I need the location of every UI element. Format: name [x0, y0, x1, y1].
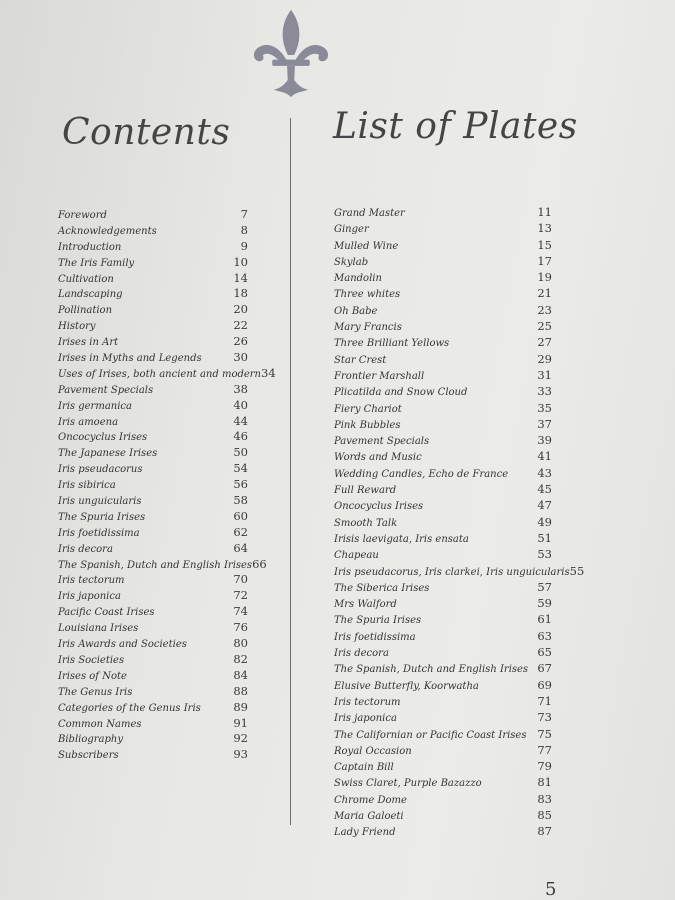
contents-entry: [58, 620, 248, 636]
plate-entry-title: Iris tectorum: [334, 696, 401, 708]
contents-entry-title: Pavement Specials: [58, 384, 154, 396]
contents-entry: [58, 652, 248, 668]
plate-entry-title: Words and Music: [334, 452, 422, 464]
contents-entry: [58, 477, 248, 493]
plate-entry-title: Iris japonica: [334, 713, 397, 725]
contents-entry-title: Louisiana Irises: [58, 623, 139, 635]
plate-entry: [334, 498, 552, 514]
contents-entry: [58, 461, 248, 477]
contents-entry: [58, 271, 248, 287]
contents-entry: [58, 318, 248, 334]
contents-entry-title: Iris Societies: [58, 654, 125, 666]
contents-entry-page: 34: [261, 365, 276, 380]
column-divider: [290, 118, 291, 825]
plate-entry: [334, 401, 552, 417]
plate-entry-page: 55: [569, 563, 585, 578]
contents-entry-title: Iris sibirica: [58, 480, 116, 492]
plate-entry-title: Captain Bill: [334, 762, 394, 774]
contents-entry: [58, 684, 248, 700]
plate-entry: [334, 824, 552, 840]
plate-entry: [334, 531, 552, 547]
contents-entry-page: 91: [233, 715, 248, 730]
contents-entry: [58, 207, 248, 223]
plate-entry-page: 85: [537, 807, 552, 822]
contents-entry: [58, 541, 248, 557]
plate-entry-title: Grand Master: [334, 208, 405, 219]
contents-entry-title: Landscaping: [58, 289, 123, 301]
contents-entry-title: Cultivation: [58, 273, 114, 285]
plate-entry-title: Ginger: [334, 224, 369, 236]
contents-entry-page: 46: [233, 429, 248, 444]
plate-entry-title: Elusive Butterfly, Koorwatha: [334, 680, 479, 692]
contents-entry-title: Iris decora: [58, 543, 113, 555]
plate-entry-title: Frontier Marshall: [334, 370, 425, 382]
contents-entry-page: 70: [233, 572, 248, 587]
plate-entry-title: Mary Francis: [334, 322, 402, 334]
contents-entry-page: 10: [233, 254, 248, 269]
plate-entry-title: Smooth Talk: [334, 517, 398, 529]
plate-entry: [334, 759, 552, 775]
plate-entry: [334, 808, 552, 824]
contents-entry-title: Foreword: [58, 210, 107, 221]
contents-entry: [58, 731, 248, 747]
plate-entry-title: The Siberica Irises: [334, 582, 430, 594]
plate-entry-title: Mandolin: [334, 273, 382, 285]
plate-entry-page: 87: [537, 824, 552, 839]
plate-entry: [334, 743, 552, 759]
contents-entry-page: 38: [233, 381, 248, 396]
plate-entry: [334, 417, 552, 433]
plate-entry: [334, 775, 552, 791]
plate-entry-page: 75: [537, 726, 552, 741]
contents-entry: [58, 350, 248, 366]
contents-entry-page: 54: [233, 461, 248, 476]
contents-entry-page: 92: [233, 731, 248, 746]
plate-entry-page: 63: [537, 628, 552, 643]
contents-entry-title: Iris pseudacorus: [58, 464, 143, 476]
plate-entry: [334, 482, 552, 498]
plate-entry-title: Plicatilda and Snow Cloud: [334, 387, 468, 399]
plate-entry: [334, 433, 552, 449]
contents-entry: [58, 668, 248, 684]
contents-entry-page: 93: [233, 747, 248, 762]
plate-entry-title: Irisis laevigata, Iris ensata: [334, 533, 469, 545]
plate-entry-page: 59: [537, 596, 552, 611]
contents-entry-title: Iris germanica: [58, 400, 132, 412]
plate-entry-page: 79: [537, 759, 552, 774]
contents-entry-page: 7: [240, 207, 248, 221]
plate-entry: [334, 286, 552, 302]
contents-entry-page: 30: [233, 350, 248, 365]
contents-entry-page: 84: [233, 667, 248, 682]
contents-entry-title: Oncocyclus Irises: [58, 432, 148, 444]
plate-entry-title: Skylab: [334, 256, 369, 268]
plate-entry-page: 35: [537, 400, 552, 415]
plate-entry-page: 43: [537, 465, 552, 480]
contents-entry-page: 60: [233, 508, 248, 523]
plate-entry: [334, 563, 585, 580]
plate-entry-title: The Spuria Irises: [334, 615, 422, 627]
plate-entry-page: 81: [537, 775, 552, 790]
contents-entry-page: 50: [233, 445, 248, 460]
plate-entry-page: 77: [537, 742, 552, 757]
plate-entry: [334, 319, 552, 335]
plate-entry-title: Star Crest: [334, 354, 387, 366]
contents-entry-title: Introduction: [58, 241, 122, 253]
contents-entry-title: Uses of Irises, both ancient and modern: [58, 368, 261, 380]
contents-entry-title: Subscribers: [58, 750, 119, 762]
contents-entry-page: 20: [233, 302, 248, 317]
plate-entry-title: Chrome Dome: [334, 794, 407, 806]
plate-entry-page: 29: [537, 351, 552, 366]
contents-entry-title: Pollination: [58, 305, 113, 317]
plate-entry-page: 57: [537, 579, 552, 594]
contents-entry-page: 88: [233, 683, 248, 698]
contents-entry-title: The Iris Family: [58, 257, 135, 269]
plate-entry: [334, 661, 552, 677]
contents-entry-title: History: [58, 321, 96, 333]
plate-entry-page: 49: [537, 514, 552, 529]
contents-entry-title: The Spanish, Dutch and English Irises: [58, 559, 253, 571]
plate-entry: [334, 629, 552, 645]
plate-entry-page: 31: [537, 367, 552, 382]
plate-entry-title: Chapeau: [334, 550, 379, 562]
plate-entry-page: 41: [537, 449, 552, 464]
plate-entry: [334, 515, 552, 531]
plate-entry-page: 17: [537, 253, 552, 268]
contents-entry-title: Bibliography: [58, 734, 123, 746]
plate-entry-title: Three whites: [334, 289, 401, 301]
plate-entry-title: Fiery Chariot: [334, 403, 402, 415]
plate-entry-title: Mulled Wine: [334, 240, 399, 252]
contents-entry-title: Irises in Myths and Legends: [58, 353, 202, 365]
plate-entry-page: 69: [537, 677, 552, 692]
plate-entry: [334, 466, 552, 482]
contents-entry: [58, 302, 248, 318]
plate-entry-title: Oh Babe: [334, 305, 378, 317]
plate-entry-title: The Spanish, Dutch and English Irises: [334, 664, 529, 676]
plate-entry: [334, 205, 552, 221]
plate-entry: [334, 596, 552, 612]
contents-entry: [58, 636, 248, 652]
plate-entry: [334, 449, 552, 465]
plate-entry: [334, 303, 552, 319]
contents-entry: [58, 604, 248, 620]
contents-entry-title: Iris amoena: [58, 416, 119, 428]
plate-entry: [334, 368, 552, 384]
plate-entry: [334, 580, 552, 596]
contents-entry: [58, 700, 248, 716]
plate-entry-title: Pink Bubbles: [334, 419, 401, 431]
plate-entry-title: Iris foetidissima: [334, 631, 416, 643]
plate-entry: [334, 727, 552, 743]
plate-entry-title: Iris decora: [334, 648, 389, 660]
plate-entry: [334, 792, 552, 808]
contents-entry-page: 74: [233, 604, 248, 619]
plate-entry-page: 65: [537, 645, 552, 660]
plate-entry: [334, 678, 552, 694]
contents-entry-title: The Japanese Irises: [58, 448, 158, 460]
plate-entry: [334, 612, 552, 628]
plate-entry: [334, 270, 552, 286]
contents-entry: [58, 239, 248, 255]
contents-entry-title: Iris unguicularis: [58, 496, 142, 508]
contents-entry-page: 62: [233, 524, 248, 539]
plate-entry-page: 51: [537, 530, 552, 545]
plate-entry-page: 19: [537, 270, 552, 285]
plate-entry: [334, 335, 552, 351]
contents-entry: [58, 445, 248, 461]
plate-entry: [334, 645, 552, 661]
contents-entry-title: Pacific Coast Irises: [58, 607, 155, 619]
plate-entry-page: 71: [537, 693, 552, 708]
plate-entry-page: 73: [537, 710, 552, 725]
contents-entry-title: The Spuria Irises: [58, 511, 146, 523]
contents-entry-title: Acknowledgements: [58, 225, 157, 237]
list-of-plates-heading: List of Plates: [333, 106, 578, 147]
plate-entry-page: 45: [537, 482, 552, 497]
contents-entry: [58, 429, 248, 445]
contents-entry-title: Irises in Art: [58, 337, 119, 349]
plate-entry: [334, 352, 552, 368]
contents-entry: [58, 414, 248, 430]
plate-entry-page: 47: [537, 498, 552, 513]
contents-entry-title: Iris tectorum: [58, 575, 125, 587]
contents-entry-page: 76: [233, 620, 248, 635]
contents-entry-page: 26: [233, 334, 248, 349]
plate-entry-title: Mrs Walford: [334, 599, 397, 611]
plate-entry-title: Lady Friend: [334, 827, 396, 839]
plate-entry-page: 53: [537, 547, 552, 562]
plate-entry-page: 61: [537, 612, 552, 627]
plate-entry-title: Three Brilliant Yellows: [334, 338, 450, 350]
plate-entry: [334, 384, 552, 400]
plate-entry-title: Pavement Specials: [334, 436, 430, 448]
contents-entry-title: Iris foetidissima: [58, 527, 140, 539]
plate-entry-title: The Californian or Pacific Coast Irises: [334, 729, 527, 741]
contents-entry-title: The Genus Iris: [58, 686, 133, 698]
contents-entry: [58, 525, 248, 541]
contents-entry-title: Categories of the Genus Iris: [58, 702, 201, 714]
contents-entry-title: Iris japonica: [58, 591, 121, 603]
plate-entry: [334, 221, 552, 237]
contents-entry: [58, 255, 248, 271]
plate-entry-page: 27: [537, 335, 552, 350]
page-number: 5: [545, 879, 557, 900]
contents-entry-page: 82: [233, 651, 248, 666]
plate-entry-title: Swiss Claret, Purple Bazazzo: [334, 778, 482, 790]
contents-entry: [58, 747, 248, 763]
contents-entry-page: 72: [233, 588, 248, 603]
plate-entry-title: Oncocyclus Irises: [334, 501, 424, 513]
contents-entry-page: 89: [233, 699, 248, 714]
plate-entry-title: Full Reward: [334, 485, 397, 497]
contents-entry-title: Common Names: [58, 718, 142, 730]
contents-entry: [58, 493, 248, 509]
plate-entry: [334, 710, 552, 726]
contents-entry: [58, 572, 248, 588]
plate-entry-page: 37: [537, 416, 552, 431]
contents-entry: [58, 382, 248, 398]
contents-entry: [58, 588, 248, 604]
contents-entry: [58, 223, 248, 239]
contents-entry-page: 58: [233, 493, 248, 508]
contents-entry-title: Irises of Note: [58, 670, 127, 682]
contents-entry: [58, 286, 248, 302]
contents-entry: [58, 509, 248, 525]
contents-entry-page: 56: [233, 477, 248, 492]
plate-entry: [334, 238, 552, 254]
contents-entry: [58, 365, 276, 382]
plate-entry-page: 13: [537, 221, 552, 236]
plate-entry-title: Iris pseudacorus, Iris clarkei, Iris unguicularis: [334, 566, 570, 578]
contents-entry-title: Iris Awards and Societies: [58, 639, 187, 651]
plate-entry-title: Royal Occasion: [334, 745, 412, 757]
plate-entry: [334, 694, 552, 710]
plate-entry-page: 21: [537, 286, 552, 301]
contents-entry-page: 14: [233, 270, 248, 285]
plate-entry-page: 83: [537, 791, 552, 806]
contents-entry-page: 44: [233, 413, 248, 428]
plate-entry-page: 11: [537, 205, 552, 219]
contents-entry-page: 9: [240, 238, 248, 253]
contents-entry: [58, 398, 248, 414]
contents-entry: [58, 716, 248, 732]
contents-entry-page: 80: [233, 636, 248, 651]
plate-entry-page: 39: [537, 433, 552, 448]
contents-entry-page: 22: [233, 318, 248, 333]
contents-entry-page: 8: [240, 222, 248, 237]
contents-entry-page: 64: [233, 540, 248, 555]
contents-list: [58, 207, 276, 763]
plate-entry: [334, 254, 552, 270]
plate-entry-title: Wedding Candles, Echo de France: [334, 468, 509, 480]
plate-entry: [334, 547, 552, 563]
plate-entry-page: 25: [537, 319, 552, 334]
contents-entry-page: 18: [233, 286, 248, 301]
plate-entry-title: Maria Galoeti: [334, 810, 404, 822]
contents-entry: [58, 556, 267, 573]
contents-entry: [58, 334, 248, 350]
fleur-de-lis-icon: [252, 8, 330, 98]
plates-list: [334, 205, 585, 841]
plate-entry-page: 15: [537, 237, 552, 252]
contents-entry-page: 66: [252, 556, 267, 571]
contents-heading: Contents: [62, 112, 231, 153]
contents-entry-page: 40: [233, 397, 248, 412]
plate-entry-page: 33: [537, 384, 552, 399]
plate-entry-page: 67: [537, 661, 552, 676]
plate-entry-page: 23: [537, 302, 552, 317]
